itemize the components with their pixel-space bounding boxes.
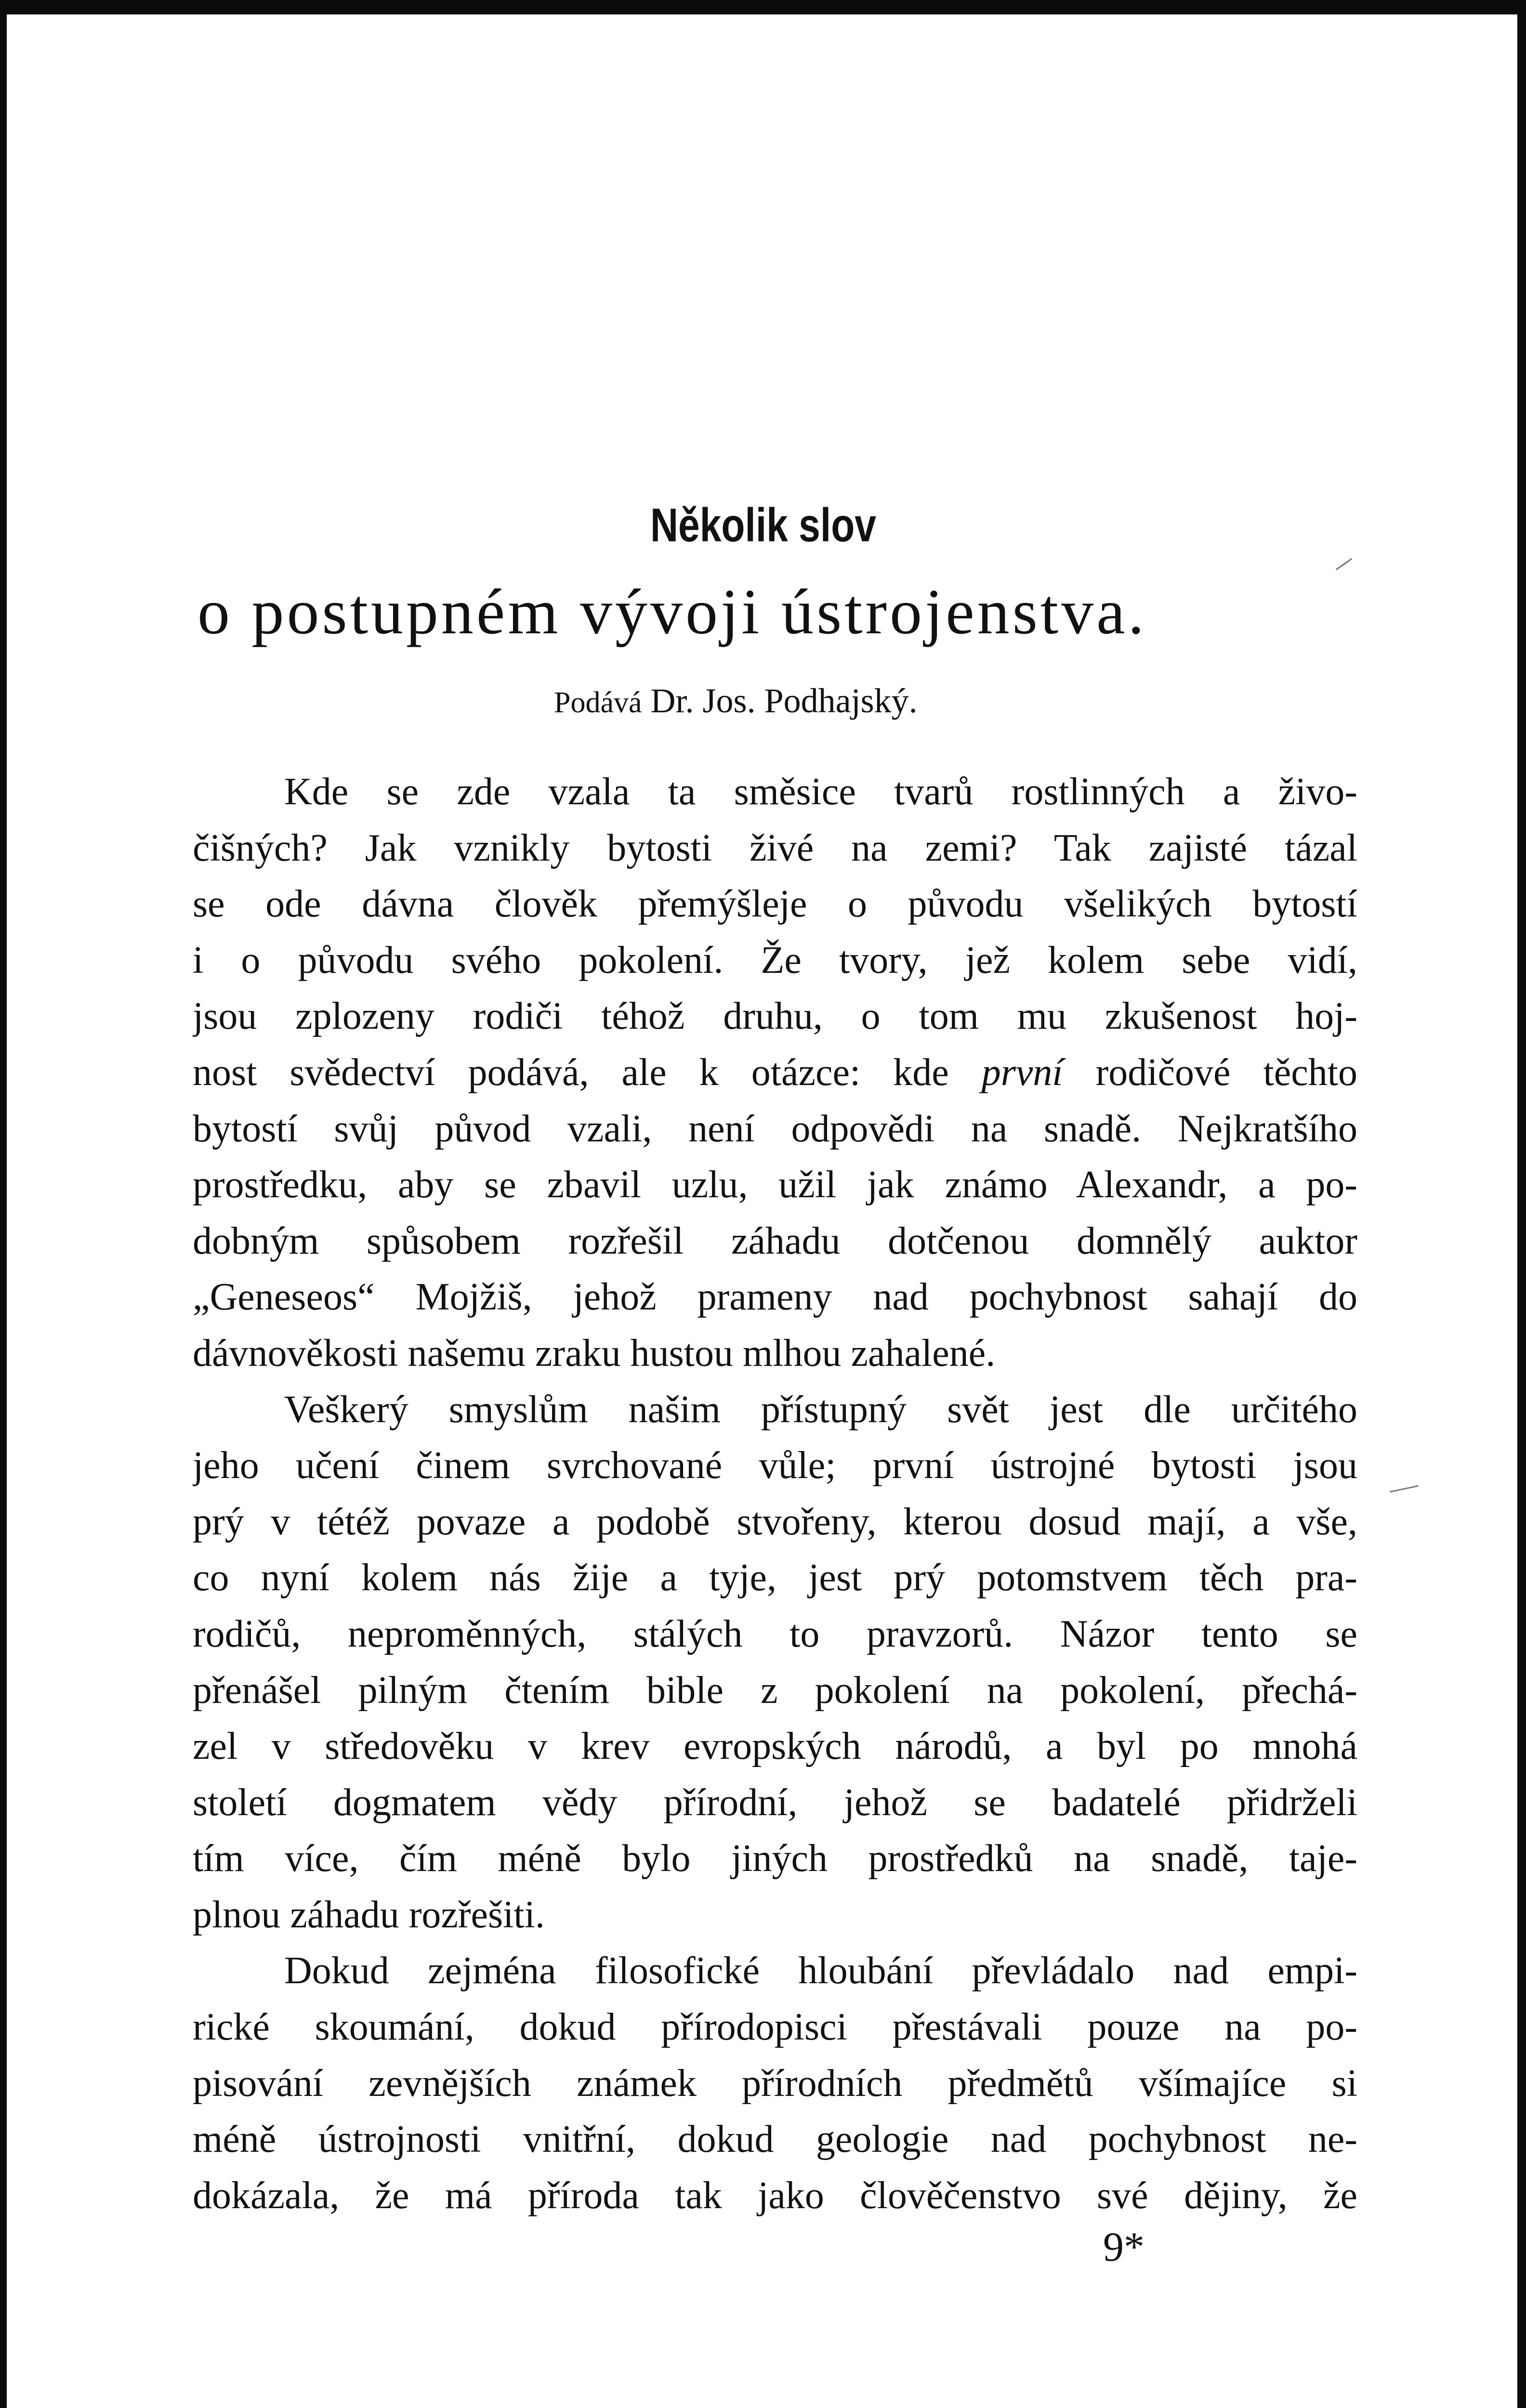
text-line: tím více, čím méně bylo jiných prostředků na snadě, taje-: [193, 1837, 1357, 1880]
scan-border-right: [1517, 0, 1526, 2408]
emphasized-word: první: [981, 1051, 1063, 1094]
byline-prefix: Podává: [554, 686, 642, 719]
text-line: rodičů, neproměnných, stálých to pravzorů. Názor tento se: [193, 1612, 1357, 1655]
text-line: prý v tétéž povaze a podobě stvořeny, kterou dosud mají, a vše,: [193, 1500, 1357, 1543]
article-body: [193, 764, 1357, 2224]
text-line: „Geneseos“ Mojžiš, jehož prameny nad pochybnost sahají do: [193, 1276, 1357, 1319]
text-line: jeho učení činem svrchované vůle; první ústrojné bytosti jsou: [193, 1444, 1357, 1487]
scan-mark: [1390, 1485, 1418, 1492]
text-line: prostředku, aby se zbavil uzlu, užil jak známo Alexandr, a po-: [193, 1164, 1357, 1206]
text-line: zel v středověku v krev evropských národů, a byl po mnohá: [193, 1725, 1357, 1768]
text-line: pisování zevnějších známek přírodních předmětů všímajíce si: [193, 2062, 1357, 2105]
text-line: dobným spůsobem rozřešil záhadu dotčenou domnělý auktor: [193, 1219, 1357, 1262]
text-fragment: nost svědectví podává, ale k otázce: kde: [193, 1051, 949, 1094]
text-line: co nyní kolem nás žije a tyje, jest prý potomstvem těch pra-: [193, 1557, 1357, 1599]
text-line: přenášel pilným čtením bible z pokolení na pokolení, přechá-: [193, 1669, 1357, 1712]
scan-border-left: [0, 0, 7, 2408]
text-line: plnou záhadu rozřešiti.: [193, 1893, 545, 1936]
text-line: se ode dávna člověk přemýšleje o původu všelikých bytostí: [193, 883, 1357, 926]
text-line: dokázala, že má příroda tak jako člověčenstvo své dějiny, že: [193, 2174, 1357, 2217]
byline: [554, 674, 1036, 729]
text-line-with-emphasis: [193, 1045, 1357, 1101]
page-number: 9*: [1103, 2224, 1144, 2270]
byline-author: Dr. Jos. Podhajský.: [650, 681, 918, 720]
text-line: čišných? Jak vznikly bytosti živé na zemi? Tak zajisté tázal: [193, 826, 1357, 869]
scan-border-top: [0, 0, 1526, 14]
text-line: jsou zplozeny rodiči téhož druhu, o tom mu zkušenost hoj-: [193, 995, 1357, 1038]
text-line: méně ústrojnosti vnitřní, dokud geologie nad pochybnost ne-: [193, 2118, 1357, 2161]
text-line: Kde se zde vzala ta směsice tvarů rostlinných a živo-: [284, 771, 1357, 813]
text-fragment: rodičové těchto: [1095, 1051, 1357, 1094]
text-line: rické skoumání, dokud přírodopisci přestávali pouze na po-: [193, 2006, 1357, 2049]
text-line: i o původu svého pokolení. Že tvory, jež kolem sebe vidí,: [193, 939, 1357, 982]
text-line: dávnověkosti našemu zraku hustou mlhou zahalené.: [193, 1332, 996, 1374]
text-line: století dogmatem vědy přírodní, jehož se badatelé přidrželi: [193, 1781, 1357, 1824]
text-line: Dokud zejména filosofické hloubání převládalo nad empi-: [284, 1950, 1357, 1992]
text-line: Veškerý smyslům našim přístupný svět jest dle určitého: [284, 1388, 1357, 1431]
article-title: o postupném vývoji ústrojenstva.: [197, 576, 1147, 647]
text-line: bytostí svůj původ vzali, není odpovědi na snadě. Nejkratšího: [193, 1107, 1357, 1150]
article-heading: Několik slov: [650, 498, 876, 551]
